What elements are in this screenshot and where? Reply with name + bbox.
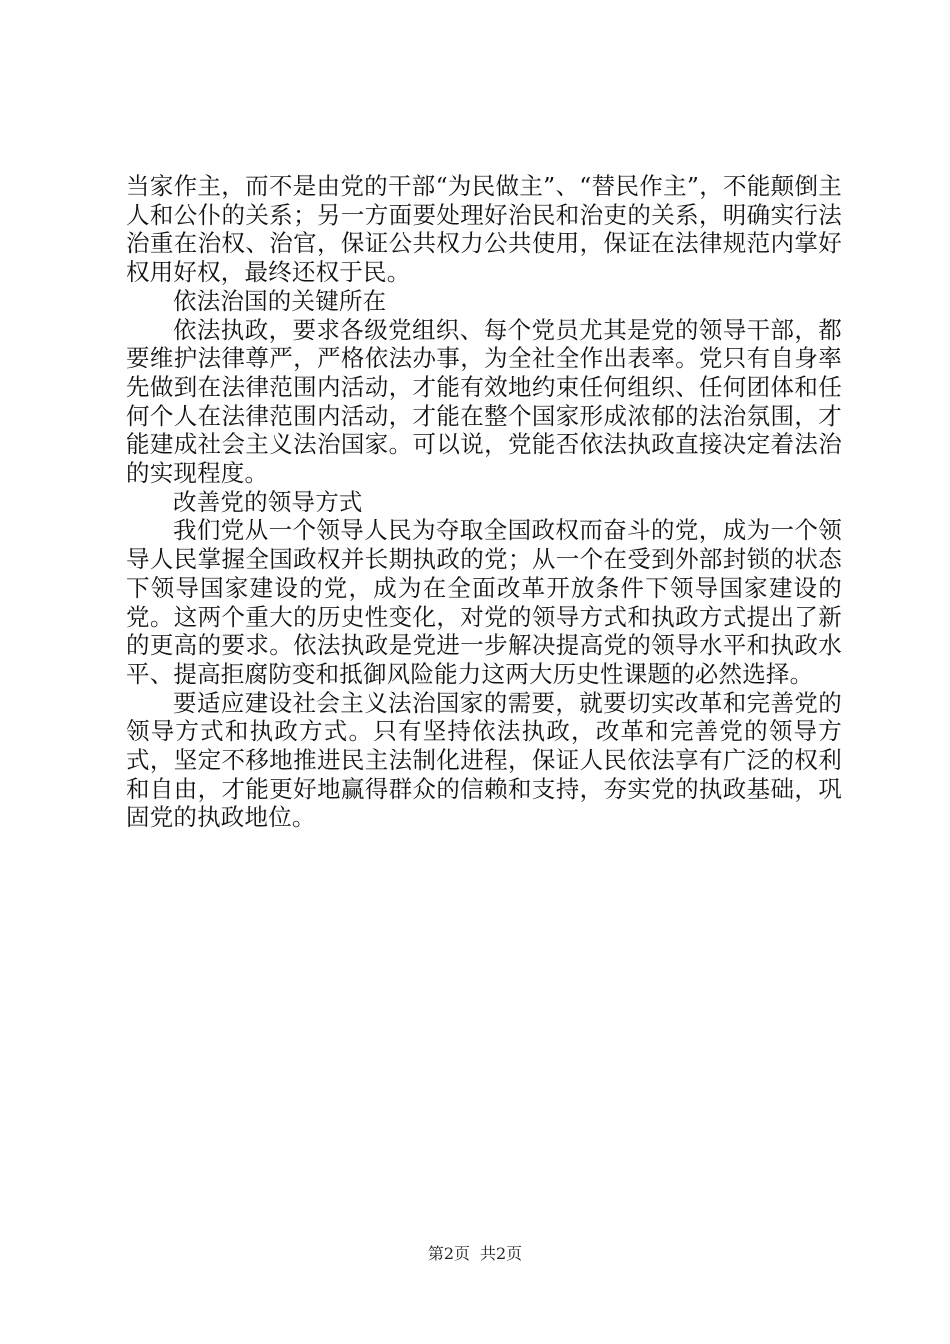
section-heading-key-point: 依法治国的关键所在 [173,286,387,315]
page-number: 第2页 [427,1244,470,1263]
page-total: 共2页 [480,1244,523,1263]
paragraph-reform: 要适应建设社会主义法治国家的需要，就要切实改革和完善党的领导方式和执政方式。只有坚持依法执政，改革和完善党的领导方式，坚定不移地推进民主法制化进程，保证人民依法享有广泛的权利和自由，才能更好地赢得群众的信赖和支持，夯实党的执政基础，巩固党的执政地位。 [126,688,842,832]
document-body [126,172,842,832]
paragraph-historical-change: 我们党从一个领导人民为夺取全国政权而奋斗的党，成为一个领导人民掌握全国政权并长期执政的党；从一个在受到外部封锁的状态下领导国家建设的党，成为在全面改革开放条件下领导国家建设的党。这两个重大的历史性变化，对党的领导方式和执政方式提出了新的更高的要求。依法执政是党进一步解决提高党的领导水平和执政水平、提高拒腐防变和抵御风险能力这两大历史性课题的必然选择。 [126,516,842,688]
page-footer [0,1243,950,1265]
paragraph-continued: 当家作主，而不是由党的干部“为民做主”、“替民作主”，不能颠倒主人和公仆的关系；另一方面要处理好治民和治吏的关系，明确实行法治重在治权、治官，保证公共权力公共使用，保证在法律规范内掌好权用好权，最终还权于民。 [126,172,842,287]
paragraph-rule-by-law: 依法执政，要求各级党组织、每个党员尤其是党的领导干部，都要维护法律尊严，严格依法办事，为全社全作出表率。党只有自身率先做到在法律范围内活动，才能有效地约束任何组织、任何团体和任何个人在法律范围内活动，才能在整个国家形成浓郁的法治氛围，才能建成社会主义法治国家。可以说，党能否依法执政直接决定着法治的实现程度。 [126,315,842,488]
section-heading-leadership: 改善党的领导方式 [173,487,363,516]
